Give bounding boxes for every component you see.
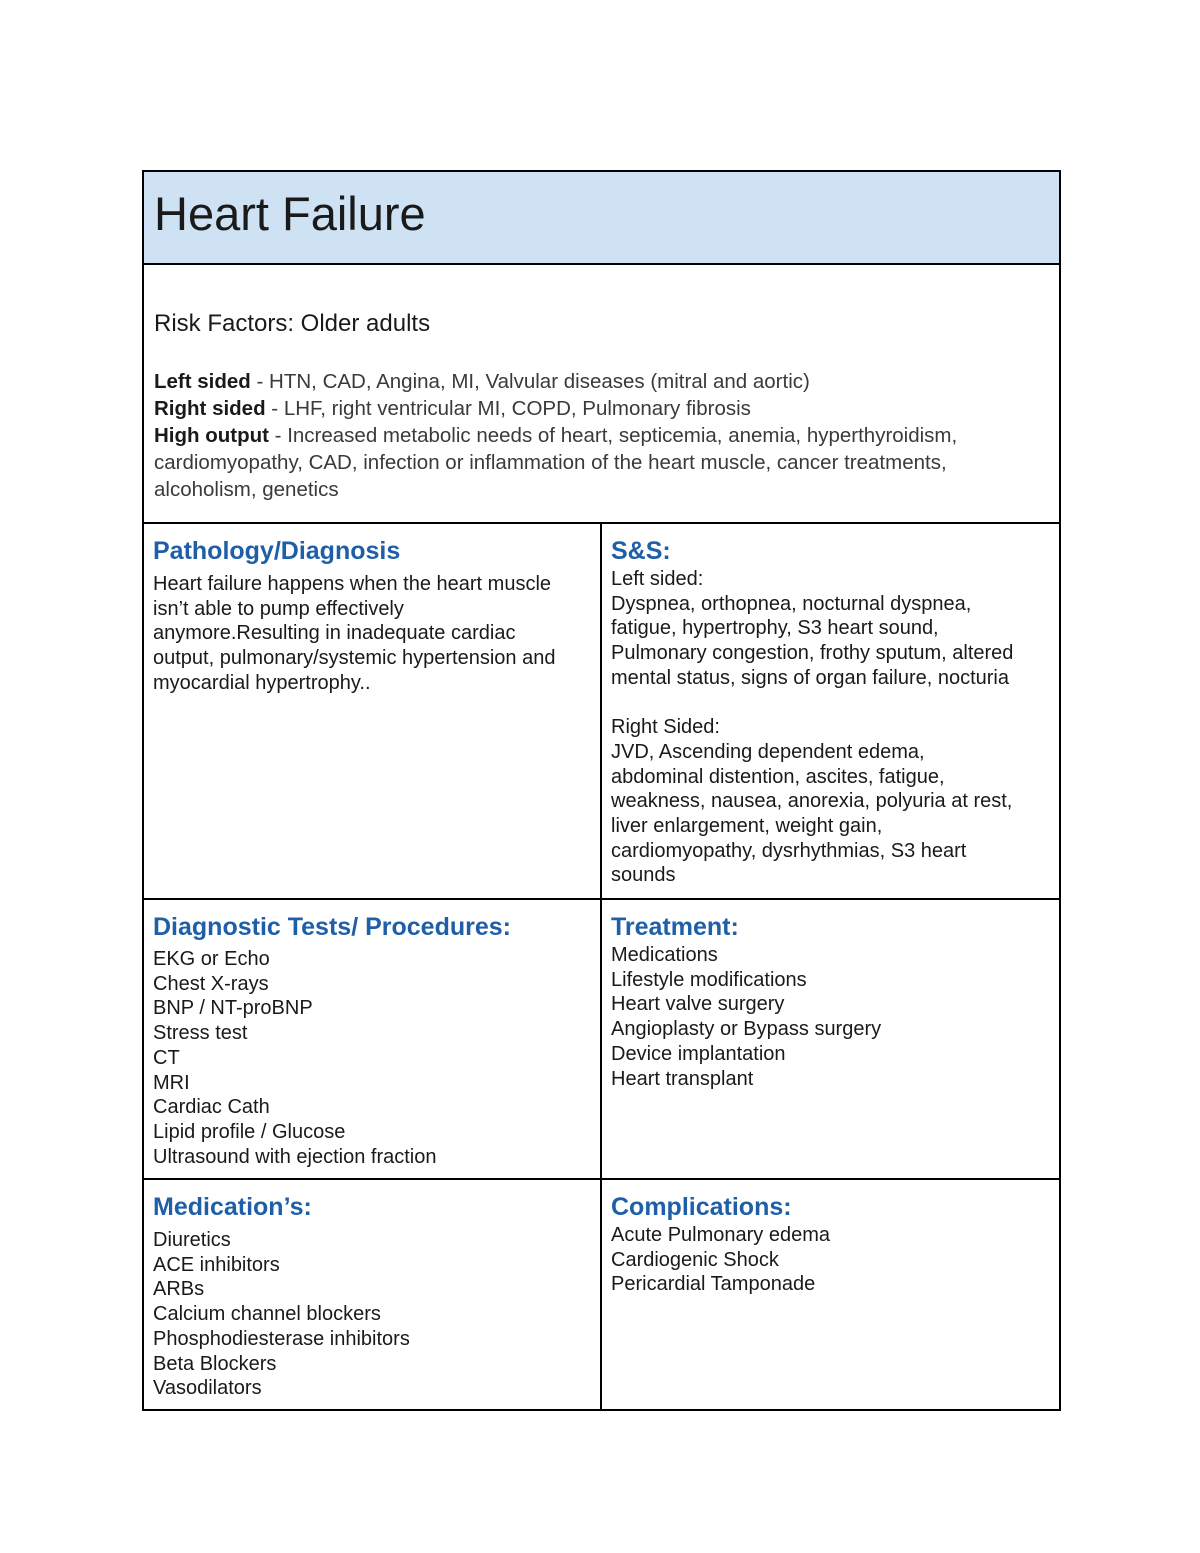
- risk-high-label: High output: [154, 424, 269, 447]
- diagnostics-cell: [144, 900, 602, 1180]
- signs-right-line: weakness, nausea, anorexia, polyuria at rest,: [611, 790, 1013, 813]
- title-row: [144, 172, 1059, 265]
- pathology-line: output, pulmonary/systemic hypertension and: [153, 647, 556, 670]
- pathology-line: anymore.Resulting in inadequate cardiac: [153, 622, 516, 645]
- list-item: Heart transplant: [611, 1067, 754, 1090]
- list-item: Vasodilators: [153, 1377, 262, 1400]
- list-item: Stress test: [153, 1022, 248, 1045]
- risk-right-label: Right sided: [154, 397, 266, 420]
- signs-left-line: mental status, signs of organ failure, nocturia: [611, 666, 1009, 689]
- list-item: ACE inhibitors: [153, 1253, 280, 1276]
- risk-left-label: Left sided: [154, 370, 251, 393]
- signs-right-line: sounds: [611, 864, 676, 887]
- medications-heading: Medication’s:: [153, 1193, 312, 1221]
- risk-right-text: - LHF, right ventricular MI, COPD, Pulmonary fibrosis: [265, 397, 751, 420]
- list-item: Phosphodiesterase inhibitors: [153, 1327, 410, 1350]
- signs-right-line: JVD, Ascending dependent edema,: [611, 740, 925, 763]
- risk-factors-heading: Risk Factors: Older adults: [154, 310, 431, 337]
- list-item: Lipid profile / Glucose: [153, 1120, 346, 1143]
- list-item: ARBs: [153, 1278, 205, 1301]
- list-item: MRI: [153, 1071, 190, 1094]
- page-title: Heart Failure: [154, 187, 426, 240]
- signs-symptoms-body: [611, 567, 1051, 888]
- signs-left-label: Left sided:: [611, 568, 704, 590]
- list-item: Pericardial Tamponade: [611, 1273, 816, 1296]
- list-item: Lifestyle modifications: [611, 968, 807, 991]
- risk-right-sided: [154, 395, 1049, 422]
- signs-right-line: cardiomyopathy, dysrhythmias, S3 heart: [611, 839, 967, 862]
- pathology-body: [153, 572, 592, 696]
- list-item: Calcium channel blockers: [153, 1303, 381, 1326]
- pathology-line: Heart failure happens when the heart muscle: [153, 573, 552, 595]
- list-item: Cardiac Cath: [153, 1096, 270, 1119]
- signs-right-line: abdominal distention, ascites, fatigue,: [611, 765, 945, 788]
- list-item: CT: [153, 1046, 180, 1069]
- complications-list: [611, 1223, 1051, 1297]
- pathology-heading: Pathology/Diagnosis: [153, 537, 401, 565]
- risk-high-text: - Increased metabolic needs of heart, septicemia, anemia, hyperthyroidism, cardiomyopathy, CAD, infection or inflammation of the heart muscle, cancer treatments, alcoholism, genetics: [154, 424, 958, 501]
- treatment-heading: Treatment:: [611, 913, 739, 941]
- list-item: Cardiogenic Shock: [611, 1248, 779, 1271]
- list-item: Medications: [611, 944, 718, 966]
- risk-left-text: - HTN, CAD, Angina, MI, Valvular diseases (mitral and aortic): [250, 370, 810, 393]
- list-item: Chest X-rays: [153, 972, 269, 995]
- diagnostics-list: [153, 947, 592, 1169]
- signs-left-line: fatigue, hypertrophy, S3 heart sound,: [611, 617, 939, 640]
- pathology-line: isn’t able to pump effectively: [153, 597, 404, 620]
- list-item: BNP / NT-proBNP: [153, 997, 313, 1020]
- heart-failure-worksheet: [142, 170, 1061, 1411]
- risk-factors-list: [154, 368, 1049, 503]
- list-item: Diuretics: [153, 1229, 231, 1251]
- signs-left-line: Pulmonary congestion, frothy sputum, altered: [611, 642, 1014, 665]
- signs-symptoms-cell: [602, 524, 1059, 900]
- risk-left-sided: [154, 368, 1049, 395]
- medications-list: [153, 1228, 592, 1401]
- list-item: Beta Blockers: [153, 1352, 277, 1375]
- complications-cell: [602, 1180, 1059, 1409]
- risk-high-output: [154, 422, 1049, 503]
- pathology-line: myocardial hypertrophy..: [153, 671, 371, 694]
- list-item: Angioplasty or Bypass surgery: [611, 1018, 882, 1041]
- list-item: Ultrasound with ejection fraction: [153, 1145, 437, 1168]
- list-item: Acute Pulmonary edema: [611, 1224, 831, 1246]
- signs-symptoms-heading: S&S:: [611, 537, 671, 565]
- diagnostics-heading: Diagnostic Tests/ Procedures:: [153, 913, 511, 941]
- list-item: Device implantation: [611, 1042, 786, 1065]
- list-item: EKG or Echo: [153, 948, 270, 970]
- signs-right-label: Right Sided:: [611, 716, 720, 739]
- pathology-cell: [144, 524, 602, 900]
- signs-left-line: Dyspnea, orthopnea, nocturnal dyspnea,: [611, 592, 972, 615]
- treatment-list: [611, 943, 1051, 1091]
- signs-right-line: liver enlargement, weight gain,: [611, 815, 883, 838]
- list-item: Heart valve surgery: [611, 993, 785, 1016]
- complications-heading: Complications:: [611, 1193, 792, 1221]
- spacer: [611, 691, 1051, 716]
- treatment-cell: [602, 900, 1059, 1180]
- medications-cell: [144, 1180, 602, 1409]
- risk-factors-section: [144, 265, 1059, 524]
